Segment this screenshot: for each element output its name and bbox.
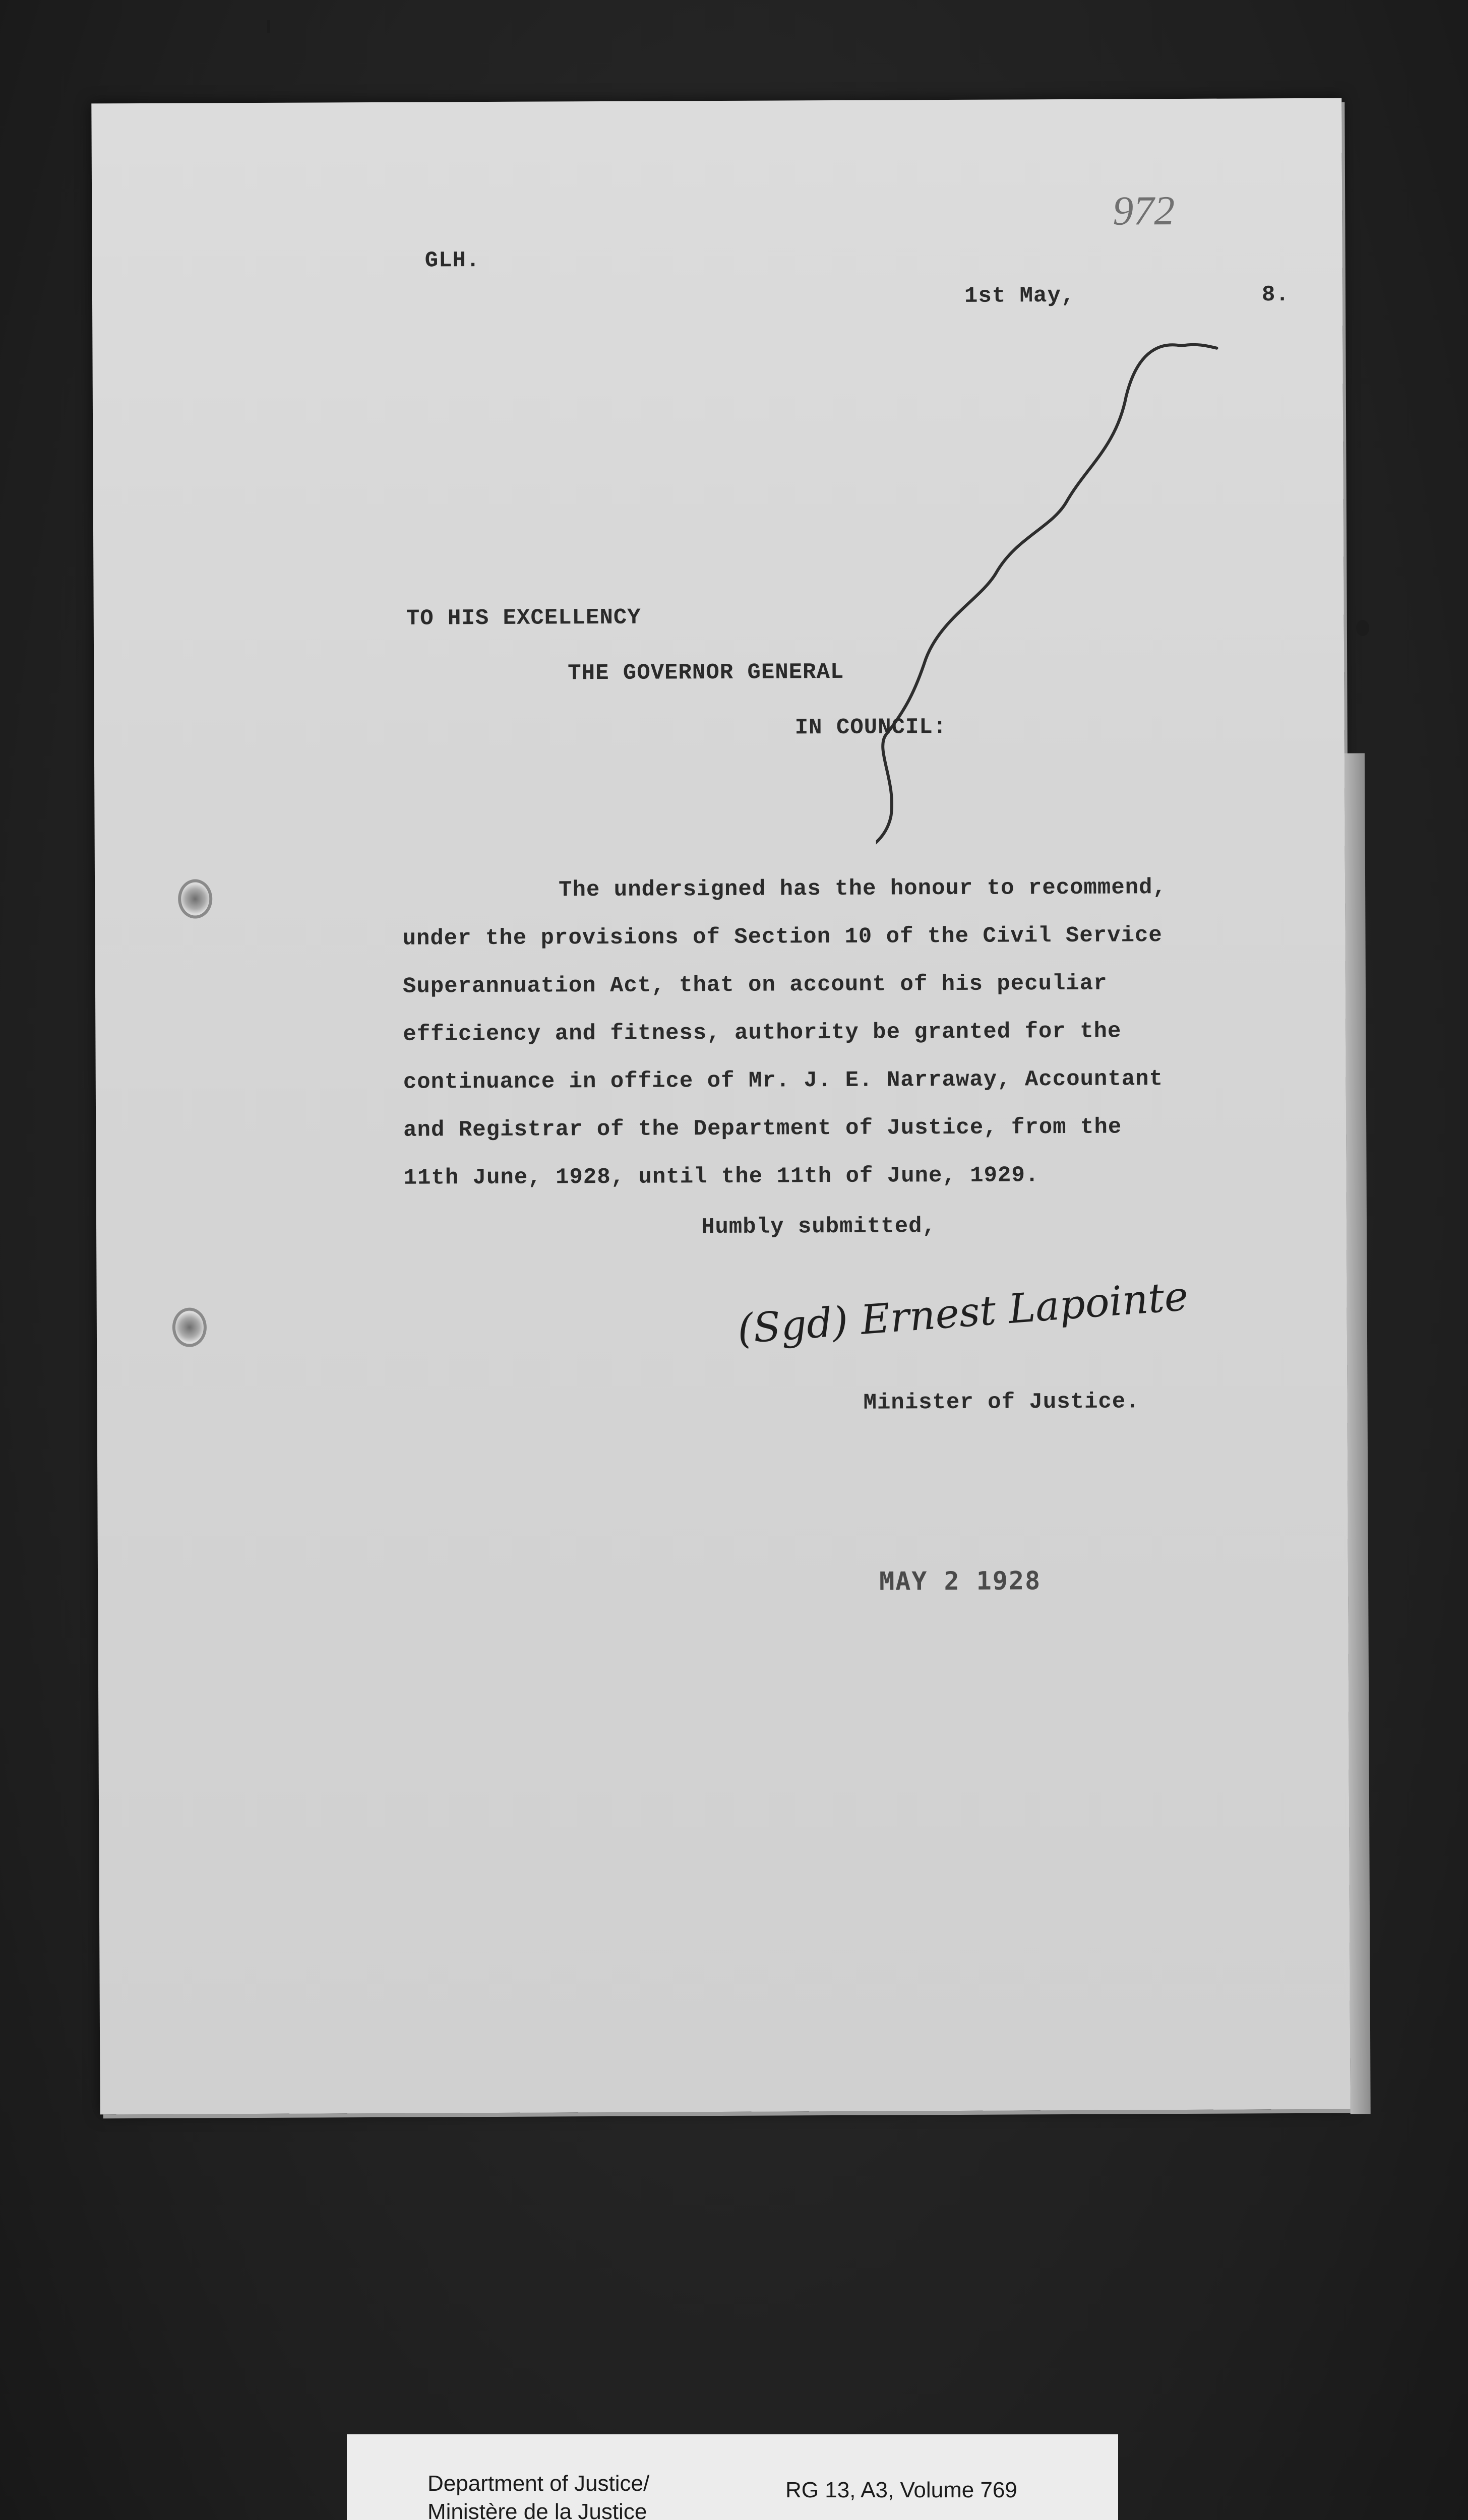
department-en: Department of Justice/	[427, 2471, 650, 2496]
punch-hole-upper	[178, 879, 212, 918]
body-line: under the provisions of Section 10 of the Civil Service	[402, 923, 1163, 952]
film-speck	[1356, 620, 1369, 636]
film-speck	[267, 20, 270, 33]
body-line: and Registrar of the Department of Justice, from the	[403, 1114, 1122, 1143]
body-line: continuance in office of Mr. J. E. Narraway, Accountant	[403, 1066, 1164, 1095]
body-line: Superannuation Act, that on account of his peculiar	[402, 971, 1108, 999]
department-names	[427, 2470, 649, 2520]
document-page	[91, 98, 1350, 2115]
address-line-2: THE GOVERNOR GENERAL	[568, 659, 844, 686]
address-line-1: TO HIS EXCELLENCY	[406, 605, 641, 632]
closing: Humbly submitted,	[701, 1214, 937, 1240]
folio-number: 972	[1113, 187, 1175, 234]
body-line: The undersigned has the honour to recommend,	[559, 875, 1167, 903]
pencil-scribble	[874, 336, 1229, 871]
department-fr: Ministère de la Justice	[427, 2499, 647, 2520]
archive-reference-label	[347, 2434, 1118, 2520]
body-line: efficiency and fitness, authority be granted for the	[403, 1019, 1122, 1047]
year-fragment: 8.	[1261, 282, 1290, 308]
initials: GLH.	[424, 248, 480, 274]
signature: (Sgd) Ernest Lapointe	[736, 1272, 1190, 1353]
record-group-reference: RG 13, A3, Volume 769	[785, 2478, 1017, 2502]
date: 1st May,	[964, 283, 1075, 309]
punch-hole-lower	[172, 1307, 207, 1347]
address-line-3: IN COUNCIL:	[794, 715, 947, 741]
body-line: 11th June, 1928, until the 11th of June, 1929.	[403, 1163, 1039, 1191]
date-stamp: MAY 2 1928	[879, 1566, 1042, 1596]
signer-title: Minister of Justice.	[863, 1389, 1140, 1416]
